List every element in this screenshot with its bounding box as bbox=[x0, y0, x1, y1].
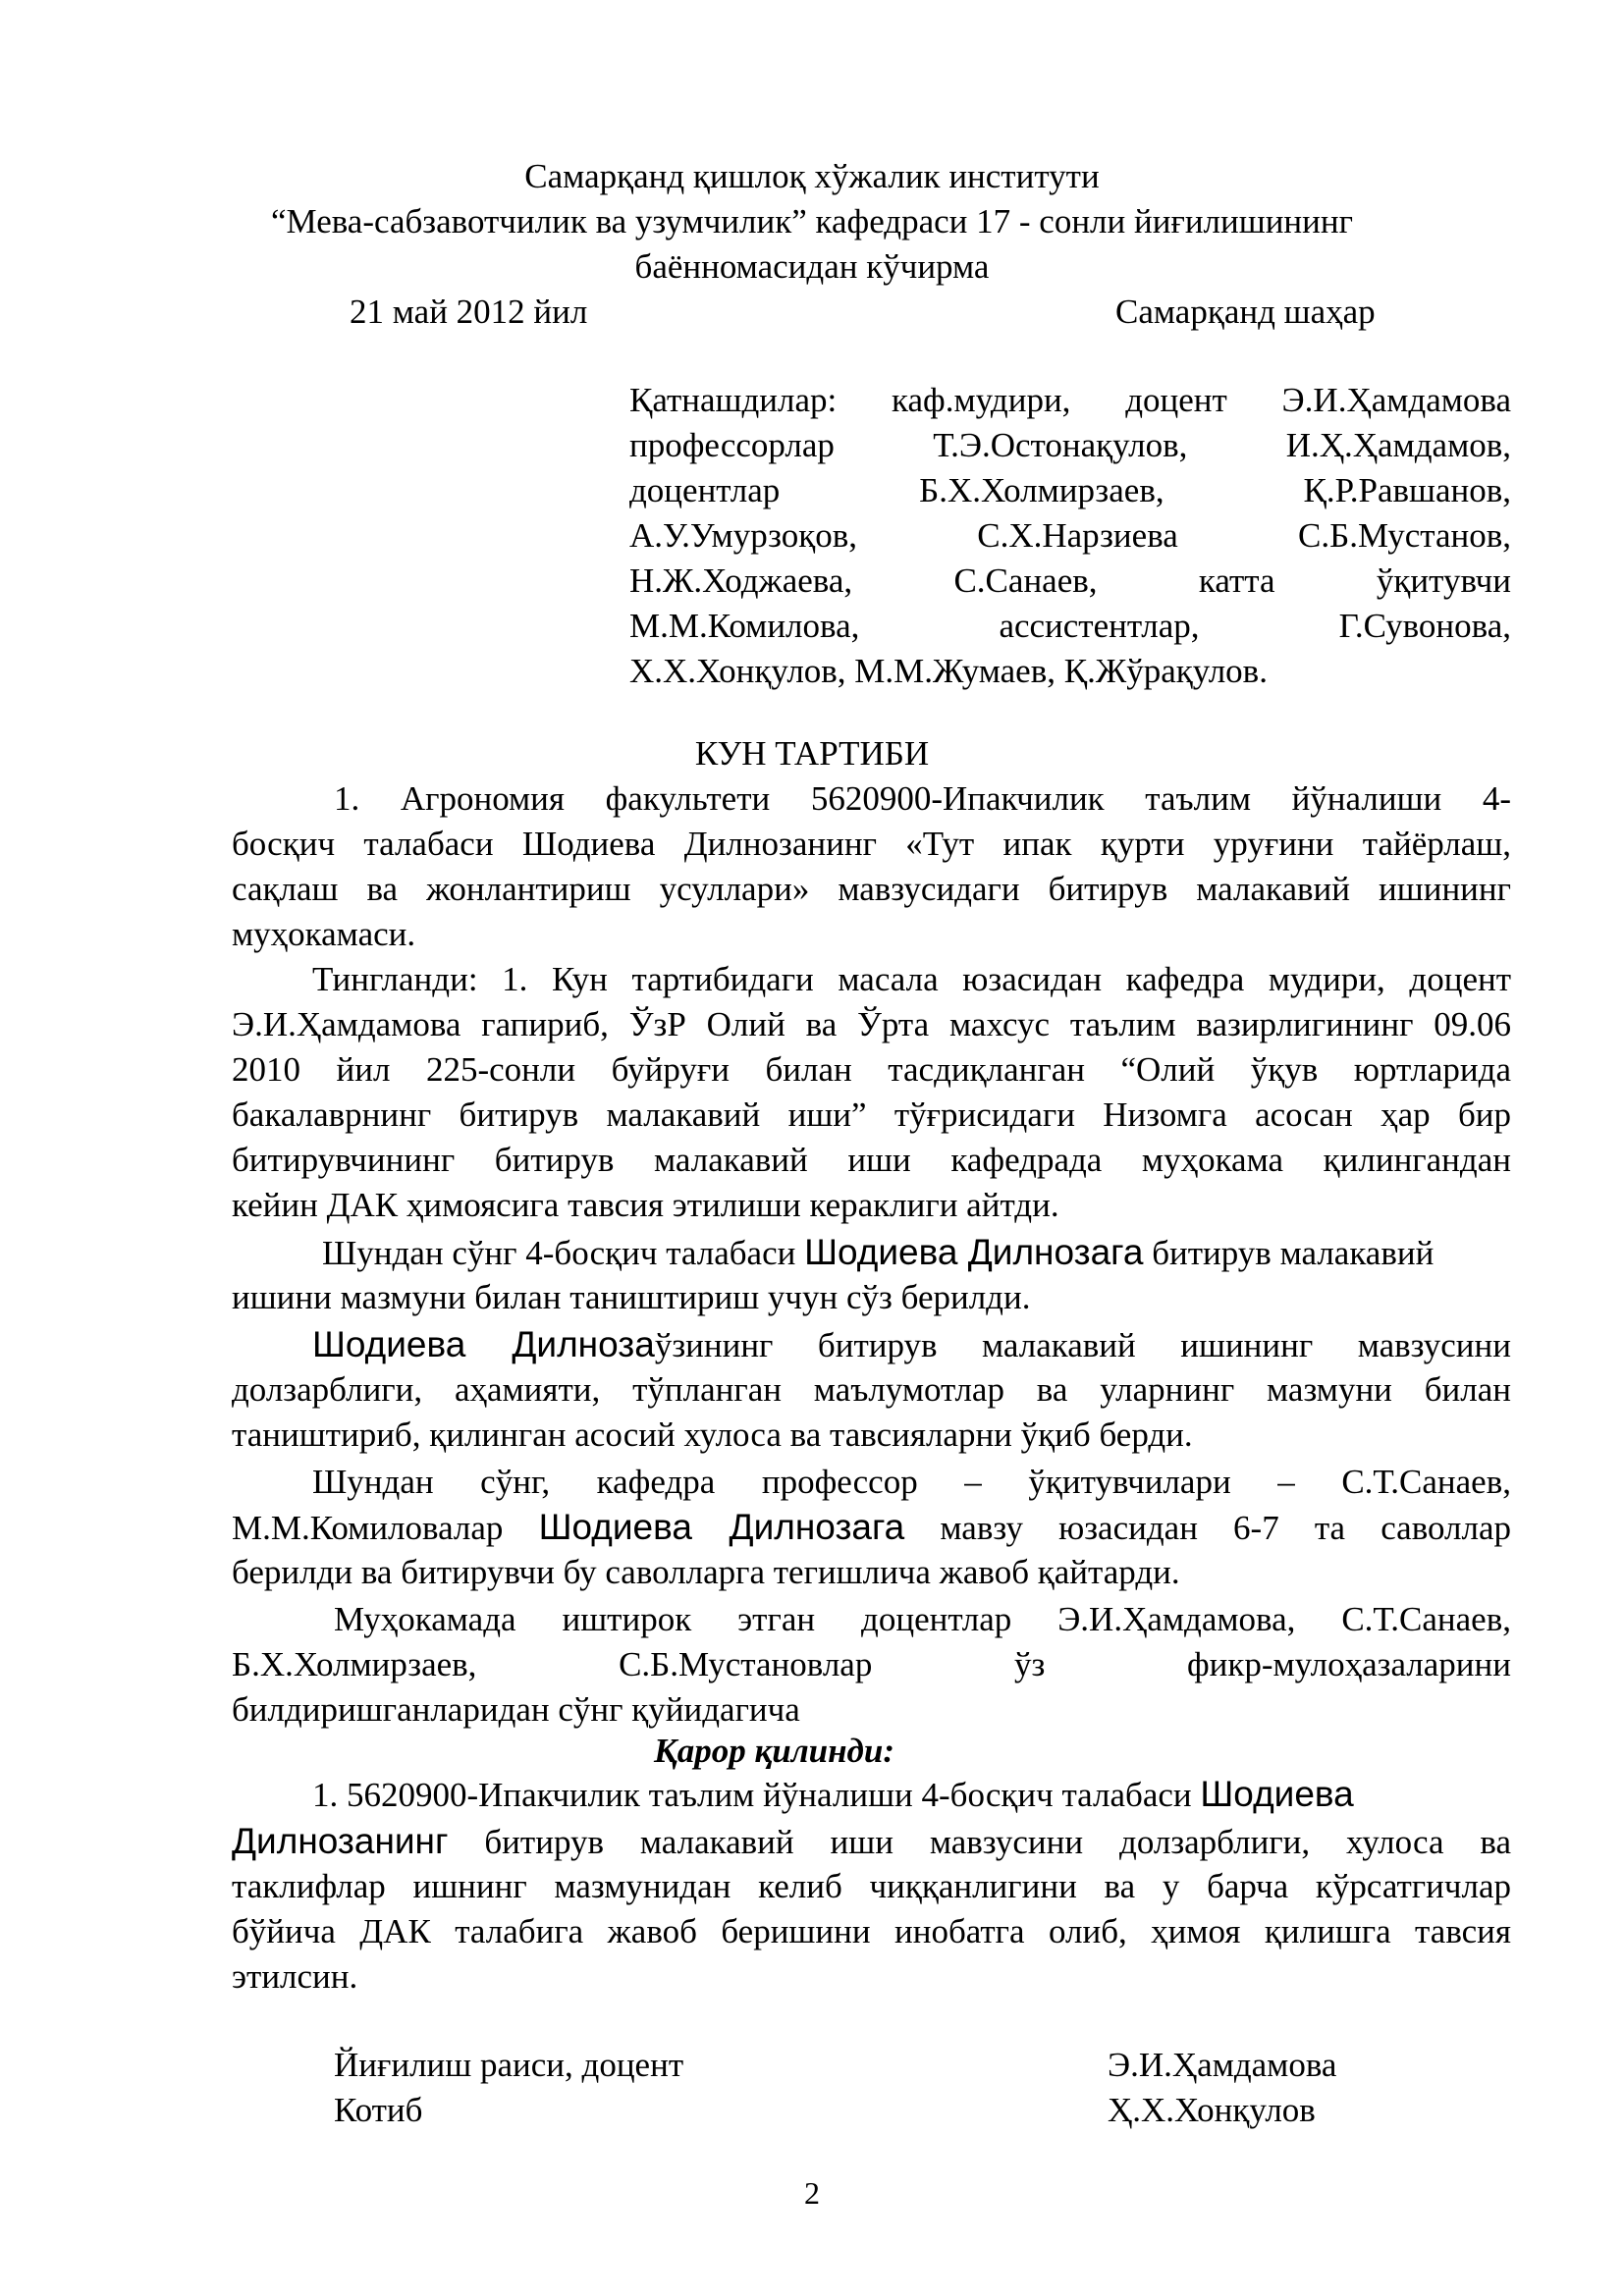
decision-paragraph-line: таклифлар ишнинг мазмунидан келиб чиққанлигини ва у барча кўрсатгичлар bbox=[232, 1867, 1511, 1905]
agenda-item-line: муҳокамаси. bbox=[232, 915, 416, 953]
agenda-item-line: сақлаш ва жонлантириш усуллари» мавзусидаги битирув малакавий ишининг bbox=[232, 870, 1511, 908]
report-paragraph-line: таништириб, қилинган асосий хулоса ва тавсияларни ўқиб берди. bbox=[232, 1415, 1193, 1454]
then-paragraph-line bbox=[322, 1231, 1434, 1275]
decision-paragraph-line: бўйича ДАК талабига жавоб беришини инобатга олиб, ҳимоя қилишга тавсия bbox=[232, 1912, 1511, 1950]
decision-paragraph-line bbox=[312, 1773, 1354, 1817]
questions-paragraph-line bbox=[232, 1506, 1511, 1550]
agenda-item-line: 1. Агрономия факультети 5620900-Ипакчилик таълим йўналиши 4- bbox=[334, 779, 1511, 818]
page-number: 2 bbox=[804, 2175, 820, 2211]
heard-paragraph-line: кейин ДАК ҳимоясига тавсия этилиши кераклиги айтди. bbox=[232, 1186, 1059, 1224]
decision-paragraph-line: этилсин. bbox=[232, 1957, 358, 1996]
extract-line: баённомасидан кўчирма bbox=[634, 247, 990, 286]
meeting-date: 21 май 2012 йил bbox=[350, 293, 588, 331]
text-span: битирув малакавий иши мавзусини долзарблиги, хулоса ва bbox=[448, 1823, 1511, 1861]
heard-paragraph-line: Э.И.Ҳамдамова гапириб, ЎзР Олий ва Ўрта махсус таълим вазирлигининг 09.06 bbox=[232, 1005, 1511, 1043]
heard-paragraph-line: Тингланди: 1. Кун тартибидаги масала юзасидан кафедра мудири, доцент bbox=[312, 960, 1511, 998]
report-paragraph-line: долзарблиги, аҳамияти, тўпланган маълумотлар ва уларнинг мазмуни билан bbox=[232, 1370, 1511, 1409]
discussion-paragraph-line: Б.Х.Холмирзаев, С.Б.Мустановлар ўз фикр-мулоҳазаларини bbox=[232, 1645, 1511, 1683]
discussion-paragraph-line: билдиришганларидан сўнг қуйидагича bbox=[232, 1690, 800, 1729]
student-name: Шодиева bbox=[1200, 1774, 1354, 1814]
decision-title: Қарор қилинди: bbox=[654, 1732, 895, 1770]
meeting-city: Самарқанд шаҳар bbox=[1115, 293, 1376, 331]
report-paragraph-line bbox=[312, 1323, 1511, 1367]
agenda-item-line: босқич талабаси Шодиева Дилнозанинг «Тут ипак қурти уруғини тайёрлаш, bbox=[232, 825, 1511, 863]
participants-line: доцентлар Б.Х.Холмирзаев, Қ.Р.Равшанов, bbox=[629, 471, 1511, 509]
institute-name: Самарқанд қишлоқ хўжалик институти bbox=[524, 157, 1100, 195]
text-span: ўзининг битирув малакавий ишининг мавзусини bbox=[654, 1326, 1511, 1364]
text-span: 1. 5620900-Ипакчилик таълим йўналиши 4-босқич талабаси bbox=[312, 1776, 1201, 1814]
text-span: мавзу юзасидан 6-7 та саволлар bbox=[904, 1509, 1511, 1547]
participants-line: А.У.Умурзоқов, С.Х.Нарзиева С.Б.Мустанов, bbox=[629, 516, 1511, 555]
then-paragraph-line: ишини мазмуни билан таништириш учун сўз берилди. bbox=[232, 1278, 1031, 1316]
student-name: Шодиева Дилнозага bbox=[804, 1232, 1144, 1272]
text-span: М.М.Комиловалар bbox=[232, 1509, 539, 1547]
discussion-paragraph-line: Муҳокамада иштирок этган доцентлар Э.И.Ҳамдамова, С.Т.Санаев, bbox=[334, 1600, 1511, 1638]
student-name: Шодиева Дилноза bbox=[312, 1324, 655, 1364]
heard-paragraph-line: бакалаврнинг битирув малакавий иши” тўғрисидаги Низомга асосан ҳар бир bbox=[232, 1095, 1511, 1134]
text-span: Шундан сўнг 4-босқич талабаси bbox=[322, 1234, 805, 1272]
student-name: Дилнозанинг bbox=[232, 1821, 449, 1861]
chair-title: Йиғилиш раиси, доцент bbox=[334, 2046, 684, 2084]
questions-paragraph-line: берилди ва битирувчи бу саволларга тегишлича жавоб қайтарди. bbox=[232, 1553, 1180, 1591]
secretary-name: Ҳ.Х.Хонқулов bbox=[1108, 2091, 1316, 2129]
decision-paragraph-line bbox=[232, 1820, 1511, 1864]
heard-paragraph-line: битирувчининг битирув малакавий иши кафедрада муҳокама қилингандан bbox=[232, 1141, 1511, 1179]
student-name: Шодиева Дилнозага bbox=[538, 1507, 905, 1547]
heard-paragraph-line: 2010 йил 225-сонли буйруғи билан тасдиқланган “Олий ўқув юртларида bbox=[232, 1050, 1511, 1089]
agenda-title: КУН ТАРТИБИ bbox=[694, 734, 930, 773]
text-span: битирув малакавий bbox=[1143, 1234, 1435, 1272]
department-line: “Мева-сабзавотчилик ва узумчилик” кафедраси 17 - сонли йиғилишининг bbox=[271, 202, 1353, 240]
participants-line: М.М.Комилова, ассистентлар, Г.Сувонова, bbox=[629, 607, 1511, 645]
participants-line: Х.Х.Хонқулов, М.М.Жумаев, Қ.Жўрақулов. bbox=[629, 652, 1268, 690]
participants-line: профессорлар Т.Э.Остонақулов, И.Ҳ.Ҳамдамов, bbox=[629, 426, 1511, 464]
chair-name: Э.И.Ҳамдамова bbox=[1108, 2046, 1337, 2084]
questions-paragraph-line: Шундан сўнг, кафедра профессор – ўқитувчилари – С.Т.Санаев, bbox=[312, 1463, 1511, 1501]
participants-line: Қатнашдилар: каф.мудири, доцент Э.И.Ҳамдамова bbox=[629, 381, 1511, 419]
secretary-title: Котиб bbox=[334, 2091, 423, 2129]
participants-line: Н.Ж.Ходжаева, С.Санаев, катта ўқитувчи bbox=[629, 561, 1511, 600]
